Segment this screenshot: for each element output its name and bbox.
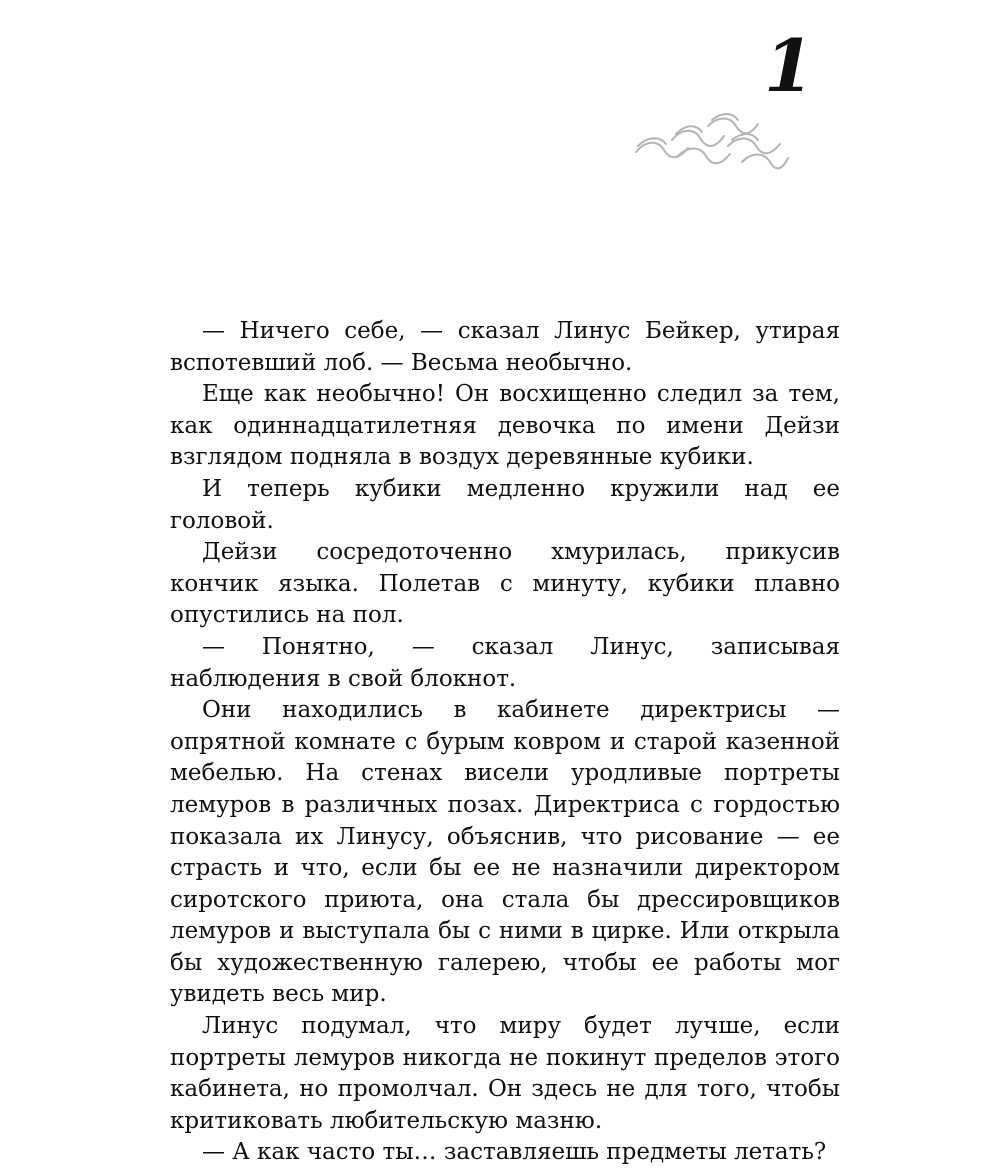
paragraph: — Ничего себе, — сказал Линус Бейкер, утирая вспотевший лоб. — Весьма необычно. [170, 318, 840, 376]
paragraph: — Понятно, — сказал Линус, записывая наблюдения в свой блокнот. [170, 633, 840, 692]
chapter-text [170, 316, 840, 1169]
wave-ornament-icon [632, 110, 792, 180]
paragraph: Линус подумал, что миру будет лучше, если портреты лемуров никогда не покинут пределов этого кабинета, но промолчал. Он здесь не для того, чтобы критиковать любительскую мазню. [170, 1013, 840, 1134]
paragraph: Дейзи сосредоточенно хмурилась, прикусив кончик языка. Полетав с минуту, кубики плавно опустились на пол. [170, 539, 840, 629]
paragraph: — А как часто ты… заставляешь предметы летать? [202, 1139, 827, 1166]
paragraph: И теперь кубики медленно кружили над ее головой. [170, 475, 840, 534]
paragraph: Еще как необычно! Он восхищенно следил за тем, как одиннадцатилетняя девочка по имени Дейзи взглядом подняла в воздух деревянные кубики. [170, 381, 840, 471]
paragraph: Они находились в кабинете директрисы — опрятной комнате с бурым ковром и старой казенной мебелью. На стенах висели уродливые портреты лемуров в различных позах. Директриса с гордостью показала их Линусу, объяснив, что рисование — ее страсть и что, если бы ее не назначили директором сиротского приюта, она стала бы дрессировщиков лемуров и выступала бы с ними в цирке. Или открыла бы художественную галерею, чтобы ее работы мог увидеть весь мир. [170, 697, 840, 1008]
chapter-number: 1 [763, 23, 815, 108]
